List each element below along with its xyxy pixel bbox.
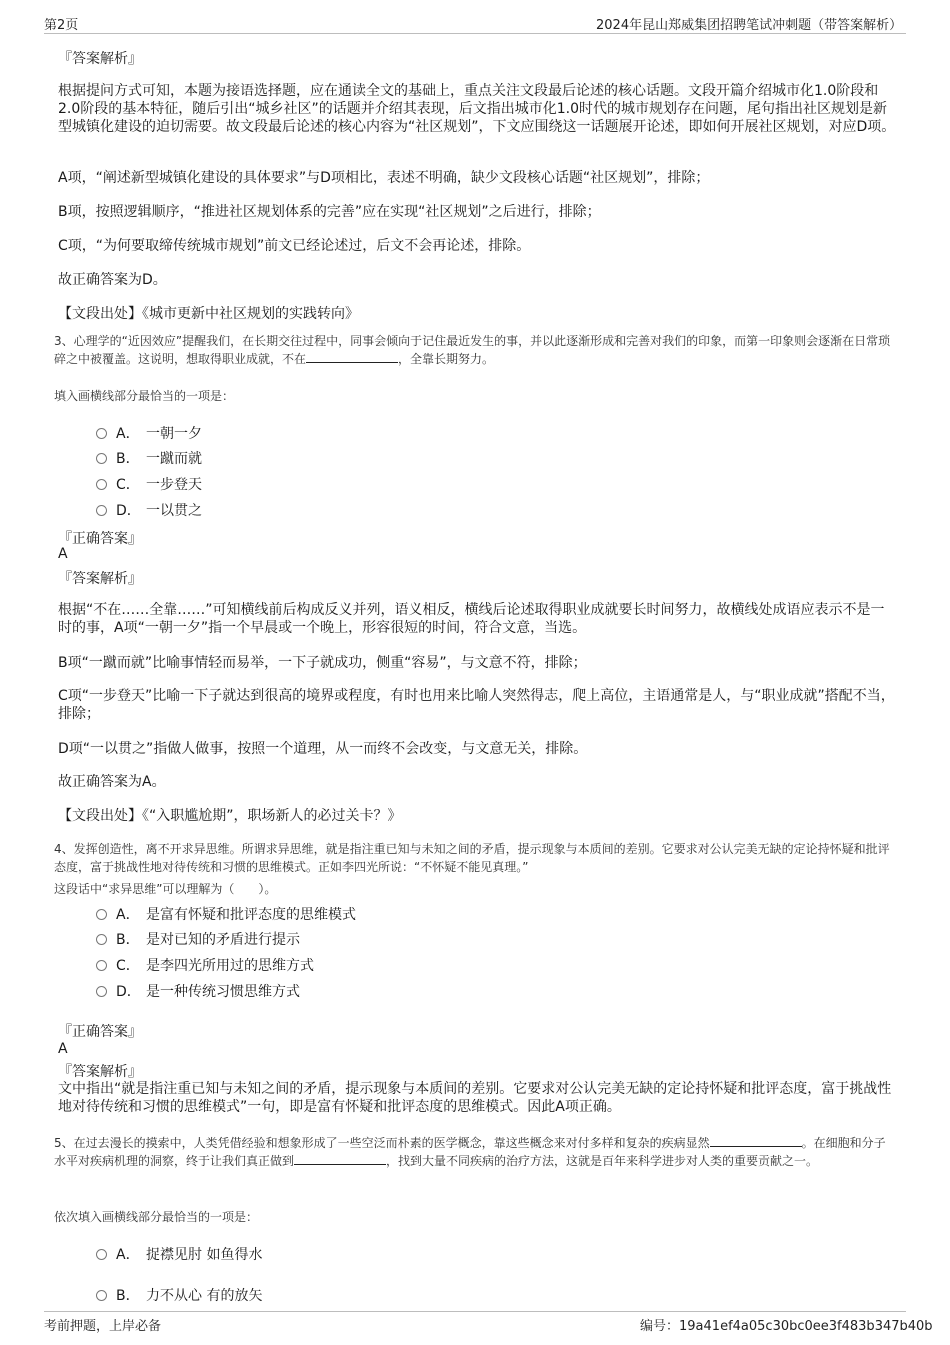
analysis-paragraph: A项，“阐述新型城镇化建设的具体要求”与D项相比，表述不明确，缺少文段核心话题“社区规划”，排除；: [58, 170, 710, 186]
question-stem-text: 。在细胞和分子水平对疾病机理的洞察，终于让我们真正做到: [54, 1136, 886, 1168]
analysis-paragraph: C项“一步登天”比喻一下子就达到很高的境界或程度，有时也用来比喻人突然得志，爬上高位，主语通常是人，与“职业成就”搭配不当，排除；: [58, 688, 895, 722]
radio-icon[interactable]: [96, 986, 107, 997]
radio-icon[interactable]: [96, 1290, 107, 1301]
question-stem: [54, 332, 896, 368]
option-d[interactable]: D． 是一种传统习惯思维方式: [96, 981, 300, 1001]
radio-icon[interactable]: [96, 453, 107, 464]
page-number: 第2页: [44, 18, 79, 33]
radio-icon[interactable]: [96, 428, 107, 439]
source-citation: 【文段出处】《“入职尴尬期”，职场新人的必过关卡？》: [58, 808, 402, 824]
option-d[interactable]: D． 一以贯之: [96, 500, 202, 520]
fill-blank: [306, 350, 398, 363]
option-a[interactable]: A． 捉襟见肘 如鱼得水: [96, 1244, 262, 1264]
document-title: 2024年昆山郑威集团招聘笔试冲刺题（带答案解析）: [596, 18, 903, 33]
source-citation: 【文段出处】《城市更新中社区规划的实践转向》: [58, 306, 359, 322]
analysis-paragraph: 根据“不在……全靠……”可知横线前后构成反义并列，语义相反，横线后论述取得职业成就要长时间努力，故横线处成语应表示不是一时的事，A项“一朝一夕”指一个早晨或一个晚上，形容很短的时间，符合文意，当选。: [58, 602, 885, 636]
footer-divider: [44, 1311, 906, 1312]
correct-answer: A: [58, 1041, 68, 1057]
conclusion-text: 故正确答案为D。: [58, 272, 167, 288]
analysis-paragraph: 文中指出“就是指注重已知与未知之间的矛盾，提示现象与本质间的差别。它要求对公认完美无缺的定论持怀疑和批评态度，富于挑战性地对待传统和习惯的思维模式”一句，即是富有怀疑和批评态度的思维模式。因此A项正确。: [58, 1081, 892, 1115]
radio-icon[interactable]: [96, 934, 107, 945]
option-a[interactable]: A． 是富有怀疑和批评态度的思维模式: [96, 904, 356, 924]
question-stem-text: 5、在过去漫长的摸索中，人类凭借经验和想象形成了一些空泛而朴素的医学概念，靠这些概念来对付多样和复杂的疾病显然: [54, 1136, 710, 1150]
option-a[interactable]: A． 一朝一夕: [96, 423, 202, 443]
option-b[interactable]: B． 力不从心 有的放矢: [96, 1285, 262, 1305]
option-c[interactable]: C． 一步登天: [96, 474, 202, 494]
radio-icon[interactable]: [96, 1249, 107, 1260]
question-stem-text: ，找到大量不同疾病的治疗方法，这就是百年来科学进步对人类的重要贡献之一。: [386, 1154, 819, 1168]
radio-icon[interactable]: [96, 479, 107, 490]
analysis-label: 『答案解析』: [58, 51, 142, 67]
fill-blank: [294, 1152, 386, 1165]
question-stem: 4、发挥创造性，离不开求异思维。所谓求异思维，就是指注重已知与未知之间的矛盾，提示现象与本质间的差别。它要求对公认完美无缺的定论持怀疑和批评态度，富于挑战性地对待传统和习惯的思维模式。正如李四光所说：“不怀疑不能见真理。”: [54, 842, 890, 874]
document-code: [640, 1315, 933, 1334]
question-stem-text: 3、心理学的“近因效应”提醒我们，在长期交往过程中，同事会倾向于记住最近发生的事，并以此逐渐形成和完善对我们的印象，而第一印象则会逐渐在日常琐碎之中被覆盖。这说明，想取得职业成就，不在: [54, 334, 891, 366]
analysis-label: 『答案解析』: [58, 1064, 142, 1080]
analysis-paragraph: D项“一以贯之”指做人做事，按照一个道理，从一而终不会改变，与文意无关，排除。: [58, 741, 588, 757]
correct-answer-label: 『正确答案』: [58, 1024, 142, 1040]
analysis-paragraph: 根据提问方式可知，本题为接语选择题，应在通读全文的基础上，重点关注文段最后论述的核心话题。文段开篇介绍城市化1.0阶段和2.0阶段的基本特征，随后引出“城乡社区”的话题并介绍其表现，后文指出城市化1.0时代的城市规划存在问题，尾句指出社区规划是新型城镇化建设的迫切需要。故文段最后论述的核心内容为“社区规划”，下文应围绕这一话题展开论述，即如何开展社区规划，对应D项。: [58, 83, 896, 135]
radio-icon[interactable]: [96, 960, 107, 971]
question-prompt: 这段话中“求异思维”可以理解为（ ）。: [54, 882, 277, 896]
document-code-value: 19a41ef4a05c30bc0ee3f483b347b40b: [679, 1319, 933, 1334]
question-stem-text: ，全靠长期努力。: [398, 352, 495, 366]
option-b[interactable]: B． 一蹴而就: [96, 448, 202, 468]
header-divider: [44, 33, 906, 34]
fill-blank: [710, 1134, 802, 1147]
radio-icon[interactable]: [96, 505, 107, 516]
footer-slogan: 考前押题，上岸必备: [44, 1319, 162, 1334]
analysis-label: 『答案解析』: [58, 571, 142, 587]
question-prompt: 填入画横线部分最恰当的一项是：: [54, 389, 235, 403]
document-code-label: 编号：: [640, 1319, 680, 1334]
option-b[interactable]: B． 是对已知的矛盾进行提示: [96, 929, 300, 949]
question-prompt: 依次填入画横线部分最恰当的一项是：: [54, 1210, 259, 1224]
analysis-paragraph: C项，“为何要取缔传统城市规划”前文已经论述过，后文不会再论述，排除。: [58, 238, 531, 254]
analysis-paragraph: B项“一蹴而就”比喻事情轻而易举，一下子就成功，侧重“容易”，与文意不符，排除；: [58, 655, 587, 671]
option-c[interactable]: C． 是李四光所用过的思维方式: [96, 955, 314, 975]
question-stem: [54, 1134, 896, 1170]
correct-answer-label: 『正确答案』: [58, 531, 142, 547]
conclusion-text: 故正确答案为A。: [58, 774, 166, 790]
radio-icon[interactable]: [96, 909, 107, 920]
correct-answer: A: [58, 546, 68, 562]
analysis-paragraph: B项，按照逻辑顺序，“推进社区规划体系的完善”应在实现“社区规划”之后进行，排除；: [58, 204, 601, 220]
